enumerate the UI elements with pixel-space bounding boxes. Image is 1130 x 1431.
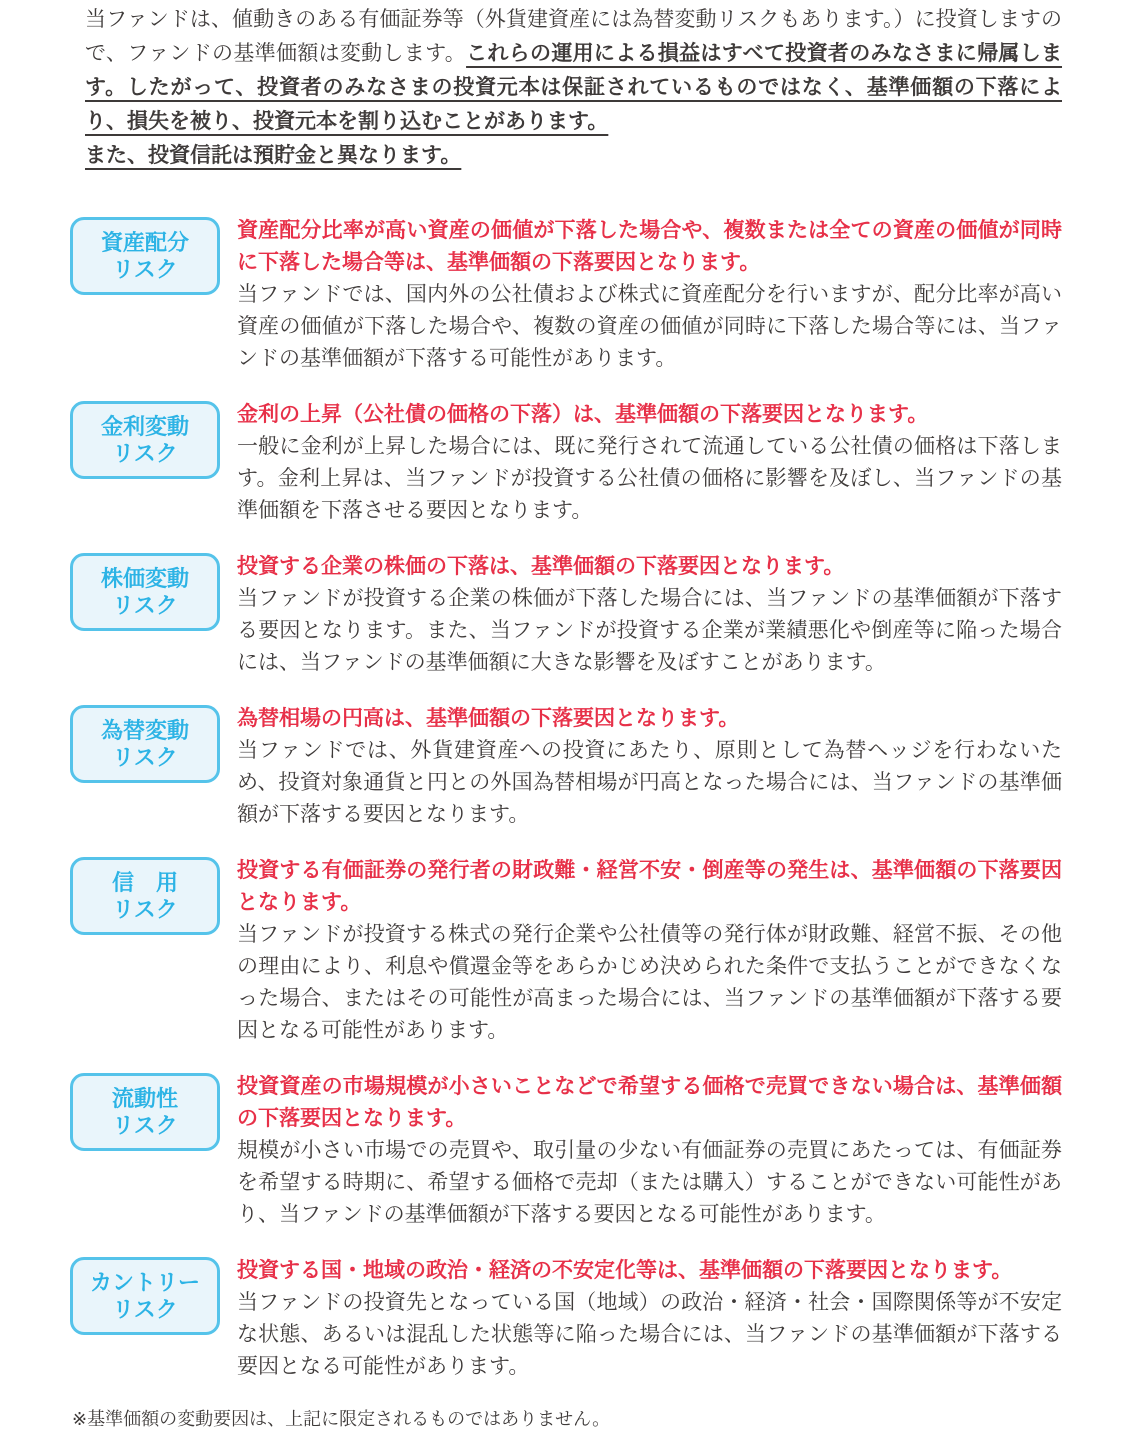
risk-body: 当ファンドが投資する株式の発行企業や公社債等の発行体が財政難、経営不振、その他の理由により、利息や償還金等をあらかじめ決められた条件で支払うことができなくなった場合、またはその可能性が高まった場合には、当ファンドの基準価額が下落する要因となる可能性があります。: [237, 923, 1062, 1042]
intro-lead-text: 当ファンドは、値動きのある有価証券等（外貨建資産には為替変動リスクもあります。）に投資しますので、ファンドの基準価額は変動します。: [85, 8, 1062, 65]
risk-headline: 投資する企業の株価の下落は、基準価額の下落要因となります。: [237, 555, 845, 578]
risk-label-line1: カントリー: [89, 1270, 200, 1295]
risk-headline: 投資する国・地域の政治・経済の不安定化等は、基準価額の下落要因となります。: [237, 1259, 1013, 1282]
risk-label-stock-price: [70, 553, 220, 631]
risk-content: [237, 1255, 1062, 1383]
risk-label-line1: 資産配分: [100, 230, 189, 255]
risk-section-exchange-rate: [70, 703, 1062, 831]
risk-body: 当ファンドでは、外貨建資産への投資にあたり、原則として為替ヘッジを行わないため、投資対象通貨と円との外国為替相場が円高となった場合には、当ファンドの基準価額が下落する要因となります。: [237, 739, 1062, 826]
risk-content: [237, 1071, 1062, 1231]
risk-body: 一般に金利が上昇した場合には、既に発行されて流通している公社債の価格は下落します。金利上昇は、当ファンドが投資する公社債の価格に影響を及ぼし、当ファンドの基準価額を下落させる要因となります。: [237, 435, 1062, 522]
intro-note-text: また、投資信託は預貯金と異なります。: [85, 144, 462, 167]
risk-label-line2: リスク: [112, 441, 178, 466]
risk-headline: 金利の上昇（公社債の価格の下落）は、基準価額の下落要因となります。: [237, 403, 929, 426]
risk-label-exchange-rate: [70, 705, 220, 783]
risk-section-interest-rate: [70, 399, 1062, 527]
risk-label-credit: [70, 857, 220, 935]
risk-label-asset-allocation: [70, 217, 220, 295]
risk-section-liquidity: [70, 1071, 1062, 1231]
risk-label-line2: リスク: [112, 593, 178, 618]
risk-body: 当ファンドの投資先となっている国（地域）の政治・経済・社会・国際関係等が不安定な状態、あるいは混乱した状態等に陥った場合には、当ファンドの基準価額が下落する要因となる可能性があります。: [237, 1291, 1062, 1378]
risk-content: [237, 215, 1062, 375]
intro-note-paragraph: [85, 139, 1062, 173]
footnote: ※基準価額の変動要因は、上記に限定されるものではありません。: [72, 1409, 611, 1429]
risk-content: [237, 703, 1062, 831]
risk-label-line2: リスク: [112, 745, 178, 770]
risk-label-line2: リスク: [112, 1297, 178, 1322]
risk-label-line1: 為替変動: [100, 718, 189, 743]
risk-content: [237, 551, 1062, 679]
risk-section-credit: [70, 855, 1062, 1047]
risk-section-stock-price: [70, 551, 1062, 679]
risk-headline: 為替相場の円高は、基準価額の下落要因となります。: [237, 707, 740, 730]
risk-headline: 投資する有価証券の発行者の財政難・経営不安・倒産等の発生は、基準価額の下落要因となります。: [237, 859, 1062, 914]
risk-list: [70, 215, 1062, 1383]
intro-block: [85, 3, 1062, 173]
risk-label-line1: 流動性: [111, 1086, 178, 1111]
risk-content: [237, 399, 1062, 527]
intro-paragraph: [85, 3, 1062, 139]
risk-label-interest-rate: [70, 401, 220, 479]
risk-label-line1: 株価変動: [100, 566, 189, 591]
risk-label-line1: 信 用: [111, 870, 178, 895]
risk-label-line1: 金利変動: [100, 414, 189, 439]
risk-label-line2: リスク: [112, 257, 178, 282]
risk-label-line2: リスク: [112, 897, 178, 922]
risk-section-country: [70, 1255, 1062, 1383]
risk-content: [237, 855, 1062, 1047]
risk-body: 規模が小さい市場での売買や、取引量の少ない有価証券の売買にあたっては、有価証券を希望する時期に、希望する価格で売却（または購入）することができない可能性があり、当ファンドの基準価額が下落する要因となる可能性があります。: [237, 1139, 1062, 1226]
risk-label-liquidity: [70, 1073, 220, 1151]
risk-label-line2: リスク: [112, 1113, 178, 1138]
risk-label-country: [70, 1257, 220, 1335]
intro-emphasis-text: これらの運用による損益はすべて投資者のみなさまに帰属します。したがって、投資者のみなさまの投資元本は保証されているものではなく、基準価額の下落により、損失を被り、投資元本を割り込むことがあります。: [85, 42, 1063, 133]
risk-section-asset-allocation: [70, 215, 1062, 375]
risk-headline: 資産配分比率が高い資産の価値が下落した場合や、複数または全ての資産の価値が同時に下落した場合等は、基準価額の下落要因となります。: [237, 219, 1062, 274]
risk-headline: 投資資産の市場規模が小さいことなどで希望する価格で売買できない場合は、基準価額の下落要因となります。: [237, 1075, 1062, 1130]
risk-body: 当ファンドが投資する企業の株価が下落した場合には、当ファンドの基準価額が下落する要因となります。また、当ファンドが投資する企業が業績悪化や倒産等に陥った場合には、当ファンドの基準価額に大きな影響を及ぼすことがあります。: [237, 587, 1062, 674]
risk-body: 当ファンドでは、国内外の公社債および株式に資産配分を行いますが、配分比率が高い資産の価値が下落した場合や、複数の資産の価値が同時に下落した場合等には、当ファンドの基準価額が下落する可能性があります。: [237, 283, 1062, 370]
